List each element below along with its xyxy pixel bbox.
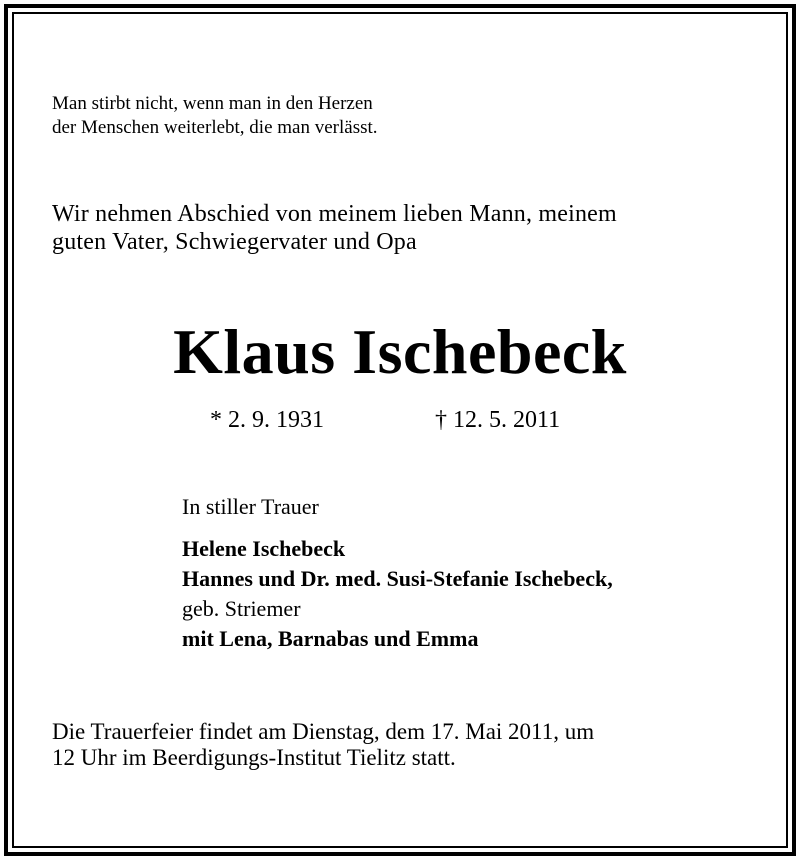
death-date: † 12. 5. 2011 (435, 407, 561, 433)
mourner-line-4: mit Lena, Barnabas und Emma (182, 626, 479, 651)
mourning-heading: In stiller Trauer (182, 494, 319, 519)
service-line-2: 12 Uhr im Beerdigungs-Institut Tielitz statt. (52, 745, 456, 770)
service-line-1: Die Trauerfeier findet am Dienstag, dem 17. Mai 2011, um (52, 719, 595, 744)
deceased-name: Klaus Ischebeck (173, 316, 627, 387)
birth-date: * 2. 9. 1931 (210, 407, 324, 433)
motto-line-1: Man stirbt nicht, wenn man in den Herzen (52, 93, 373, 114)
mourner-line-1: Helene Ischebeck (182, 536, 346, 561)
intro-line-2: guten Vater, Schwiegervater und Opa (52, 229, 417, 255)
motto-line-2: der Menschen weiterlebt, die man verlässt. (52, 117, 378, 138)
mourner-line-3: geb. Striemer (182, 596, 301, 621)
intro-line-1: Wir nehmen Abschied von meinem lieben Mann, meinem (52, 201, 617, 227)
mourner-line-2: Hannes und Dr. med. Susi-Stefanie Ischebeck, (182, 566, 613, 591)
